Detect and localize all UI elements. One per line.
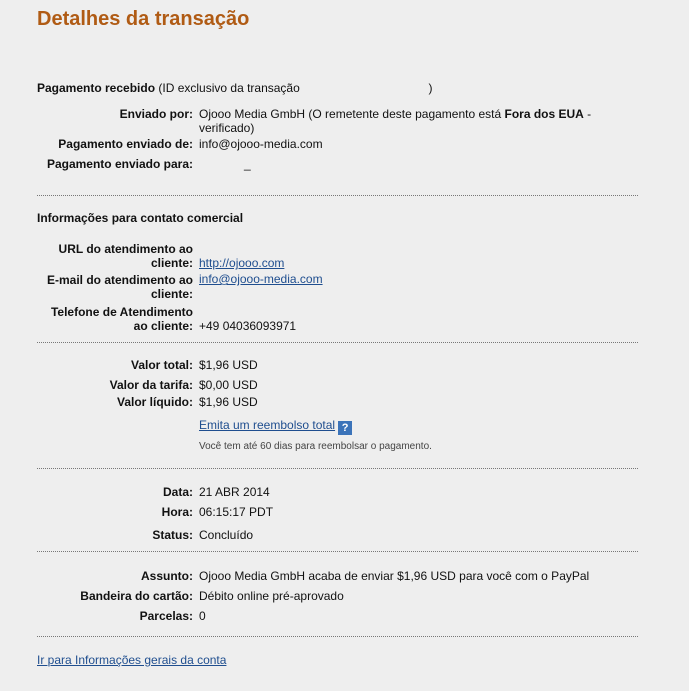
sent-from-label: Pagamento enviado de:: [58, 137, 193, 151]
sent-to-label: Pagamento enviado para:: [46, 157, 193, 171]
status-label: Status:: [152, 528, 193, 542]
total-label: Valor total:: [130, 358, 193, 372]
contact-heading: Informações para contato comercial: [37, 211, 244, 225]
help-icon[interactable]: ?: [338, 421, 352, 435]
sent-by-text: Ojooo Media GmbH (O remetente deste pagamento está: [199, 107, 505, 121]
card-label: Bandeira do cartão:: [80, 589, 193, 603]
divider: [37, 551, 638, 552]
support-phone-label: [36, 305, 193, 333]
support-phone-label-line2: ao cliente:: [133, 319, 193, 333]
divider: [37, 195, 638, 196]
sent-by-region: Fora dos EUA: [504, 107, 584, 121]
time-label: Hora:: [161, 505, 193, 519]
divider: [37, 468, 638, 469]
net-value: $1,96 USD: [199, 395, 258, 409]
payment-heading: Pagamento recebido: [37, 81, 156, 95]
date-label: Data:: [162, 485, 193, 499]
status-value: Concluído: [199, 528, 254, 542]
refund-link[interactable]: Emita um reembolso total: [199, 418, 336, 432]
support-email-label-line2: cliente:: [150, 287, 193, 301]
divider: [37, 636, 638, 637]
support-phone-label-line1: Telefone de Atendimento: [50, 305, 193, 319]
support-email-label-line1: E-mail do atendimento ao: [46, 273, 193, 287]
refund-note: Você tem até 60 dias para reembolsar o pagamento.: [199, 441, 432, 452]
sent-from-value: info@ojooo-media.com: [199, 137, 323, 151]
support-email-link[interactable]: info@ojooo-media.com: [199, 272, 323, 286]
card-value: Débito online pré-aprovado: [199, 589, 344, 603]
transaction-id-close: ): [428, 81, 433, 95]
account-overview-link[interactable]: Ir para Informações gerais da conta: [37, 653, 227, 667]
installments-label: Parcelas:: [139, 609, 193, 623]
sent-by-label: Enviado por:: [119, 107, 193, 121]
total-value: $1,96 USD: [199, 358, 258, 372]
support-url-link[interactable]: http://ojooo.com: [199, 256, 285, 270]
payment-heading-row: [37, 81, 432, 95]
support-url-label-line1: URL do atendimento ao: [58, 242, 193, 256]
subject-label: Assunto:: [141, 569, 193, 583]
sent-to-value: _: [244, 157, 251, 171]
page-title: Detalhes da transação: [37, 8, 250, 30]
subject-value: Ojooo Media GmbH acaba de enviar $1,96 USD para você com o PayPal: [199, 569, 590, 583]
divider: [37, 342, 638, 343]
refund-row: [199, 418, 352, 435]
transaction-id-open: (ID exclusivo da transação: [158, 81, 300, 95]
fee-value: $0,00 USD: [199, 378, 258, 392]
sent-by-value: [199, 107, 619, 135]
time-value: 06:15:17 PDT: [199, 505, 274, 519]
date-value: 21 ABR 2014: [199, 485, 270, 499]
fee-label: Valor da tarifa:: [109, 378, 193, 392]
support-email-label: [36, 273, 193, 301]
net-label: Valor líquido:: [116, 395, 193, 409]
support-url-label: [36, 242, 193, 270]
sent-by-verified: verificado): [199, 121, 255, 135]
support-phone-value: +49 04036093971: [199, 319, 297, 333]
sent-by-dash: -: [583, 107, 592, 121]
support-url-label-line2: cliente:: [150, 256, 193, 270]
installments-value: 0: [199, 609, 206, 623]
